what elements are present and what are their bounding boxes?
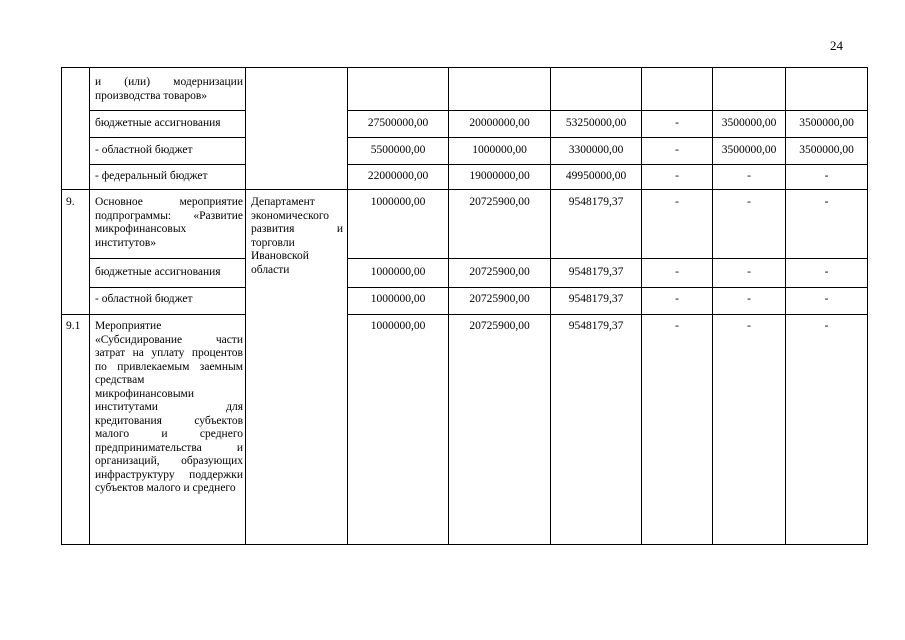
- budget-table: [61, 67, 868, 545]
- row-divider: [347, 164, 867, 165]
- value-cell: 49950000,00: [565, 170, 627, 182]
- value-cell: 3300000,00: [568, 144, 624, 156]
- value-cell: -: [675, 320, 679, 332]
- value-cell: 9548179,37: [568, 266, 624, 278]
- value-cell: -: [747, 266, 751, 278]
- value-cell: -: [675, 266, 679, 278]
- row-desc: - областной бюджет: [95, 293, 193, 305]
- row-divider: [89, 287, 245, 288]
- row-divider: [347, 137, 867, 138]
- value-cell: -: [675, 196, 679, 208]
- value-cell: 20725900,00: [469, 266, 530, 278]
- value-cell: 1000000,00: [370, 196, 426, 208]
- row-desc: бюджетные ассигнования: [95, 117, 221, 129]
- row-divider: [62, 189, 867, 190]
- value-cell: -: [747, 293, 751, 305]
- value-cell: 1000000,00: [472, 144, 527, 156]
- row-divider: [62, 314, 245, 315]
- value-cell: 9548179,37: [568, 196, 624, 208]
- row-desc: и (или) модернизации производства товаров»: [95, 76, 243, 102]
- value-cell: 5500000,00: [370, 144, 426, 156]
- row-divider: [89, 164, 245, 165]
- row-divider: [347, 287, 867, 288]
- value-cell: -: [747, 196, 751, 208]
- value-cell: -: [747, 170, 751, 182]
- value-cell: -: [824, 170, 829, 182]
- row-desc: - федеральный бюджет: [95, 170, 208, 182]
- col-divider: [89, 68, 90, 544]
- row-desc: Основное мероприятие подпрограммы: «Развитие микрофинансовых институтов»: [95, 196, 243, 249]
- value-cell: -: [675, 293, 679, 305]
- row-divider: [347, 314, 867, 315]
- row-divider: [89, 258, 245, 259]
- value-cell: -: [675, 117, 679, 129]
- value-cell: 53250000,00: [565, 117, 627, 129]
- row-number: 9.1: [66, 320, 81, 332]
- row-divider: [89, 137, 245, 138]
- value-cell: -: [824, 266, 829, 278]
- col-divider: [245, 68, 246, 544]
- value-cell: 9548179,37: [568, 320, 624, 332]
- value-cell: 3500000,00: [799, 144, 854, 156]
- row-desc: Мероприятие «Субсидирование части затрат на уплату процентов по привлекаемым заемным средствам микрофинансовыми институтами для кредитования субъектов малого и среднего предпринимательства и организаций, образующих инфраструктуру поддержки субъектов малого и среднего: [95, 320, 243, 494]
- value-cell: 20000000,00: [469, 117, 530, 129]
- executor-cell: Департамент экономического развития и торговли Ивановской области: [251, 196, 343, 276]
- value-cell: 3500000,00: [721, 144, 777, 156]
- row-desc: - областной бюджет: [95, 144, 193, 156]
- value-cell: -: [824, 320, 829, 332]
- value-cell: 19000000,00: [469, 170, 530, 182]
- value-cell: 3500000,00: [799, 117, 854, 129]
- value-cell: -: [675, 170, 679, 182]
- value-cell: -: [824, 293, 829, 305]
- value-cell: -: [747, 320, 751, 332]
- value-cell: 22000000,00: [367, 170, 429, 182]
- value-cell: 1000000,00: [370, 266, 426, 278]
- page-number: 24: [830, 38, 843, 53]
- row-desc: бюджетные ассигнования: [95, 266, 221, 278]
- value-cell: 3500000,00: [721, 117, 777, 129]
- row-divider: [89, 110, 245, 111]
- row-number: 9.: [66, 196, 75, 208]
- value-cell: 20725900,00: [469, 196, 530, 208]
- value-cell: 20725900,00: [469, 293, 530, 305]
- value-cell: 1000000,00: [370, 293, 426, 305]
- value-cell: -: [675, 144, 679, 156]
- value-cell: -: [824, 196, 829, 208]
- row-divider: [347, 258, 867, 259]
- value-cell: 9548179,37: [568, 293, 624, 305]
- row-divider: [347, 110, 867, 111]
- value-cell: 27500000,00: [367, 117, 429, 129]
- value-cell: 20725900,00: [469, 320, 530, 332]
- value-cell: 1000000,00: [370, 320, 426, 332]
